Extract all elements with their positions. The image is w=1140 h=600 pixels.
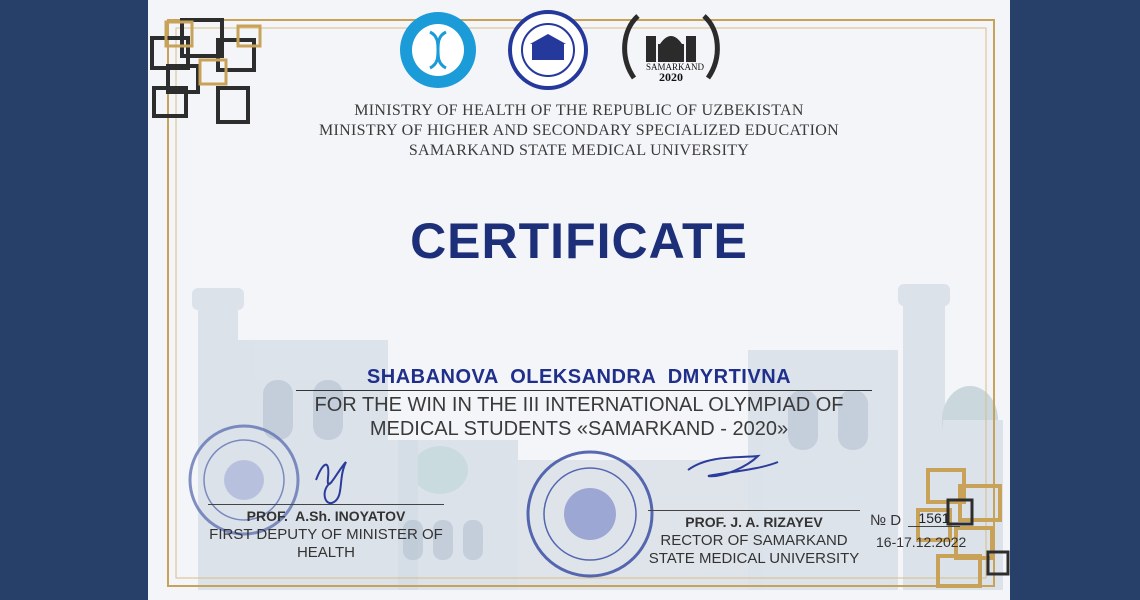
right-signature-line xyxy=(648,510,860,511)
registration-date: 16-17.12.2022 xyxy=(876,534,967,550)
registration-number: 1561 xyxy=(908,510,960,527)
emblem-year: 2020 xyxy=(659,70,683,84)
award-line-1: FOR THE WIN IN THE III INTERNATIONAL OLYMPIAD OF xyxy=(314,394,844,416)
university-seal-icon xyxy=(508,10,588,90)
right-signatory-name: PROF. J. A. RIZAYEV xyxy=(685,514,823,530)
certificate-page xyxy=(148,0,1010,600)
left-signature-line xyxy=(208,504,444,505)
certificate-title: CERTIFICATE xyxy=(410,213,748,269)
left-signatory-name: PROF. A.Sh. INOYATOV xyxy=(246,508,406,524)
right-signatory-role-1: RECTOR OF SAMARKAND xyxy=(660,532,848,549)
ministry-health-seal-icon xyxy=(398,10,478,90)
ministry-line-3: SAMARKAND STATE MEDICAL UNIVERSITY xyxy=(408,142,750,159)
emblem-label xyxy=(646,62,705,84)
left-signatory-role-1: FIRST DEPUTY OF MINISTER OF xyxy=(209,526,443,543)
award-line-2: MEDICAL STUDENTS «SAMARKAND - 2020» xyxy=(369,418,789,440)
registration-number-label: № D xyxy=(870,512,902,529)
left-signatory-role-2: HEALTH xyxy=(296,544,356,561)
right-signatory-role-2: STATE MEDICAL UNIVERSITY xyxy=(648,550,860,567)
ministry-line-1: MINISTRY OF HEALTH OF THE REPUBLIC OF UZBEKISTAN xyxy=(354,102,804,119)
ministry-line-2: MINISTRY OF HIGHER AND SECONDARY SPECIALIZED EDUCATION xyxy=(319,122,839,139)
recipient-name: SHABANOVA OLEKSANDRA DMYRTIVNA xyxy=(366,366,792,388)
recipient-underline xyxy=(296,390,872,391)
emblem-city: SAMARKAND xyxy=(646,62,705,72)
